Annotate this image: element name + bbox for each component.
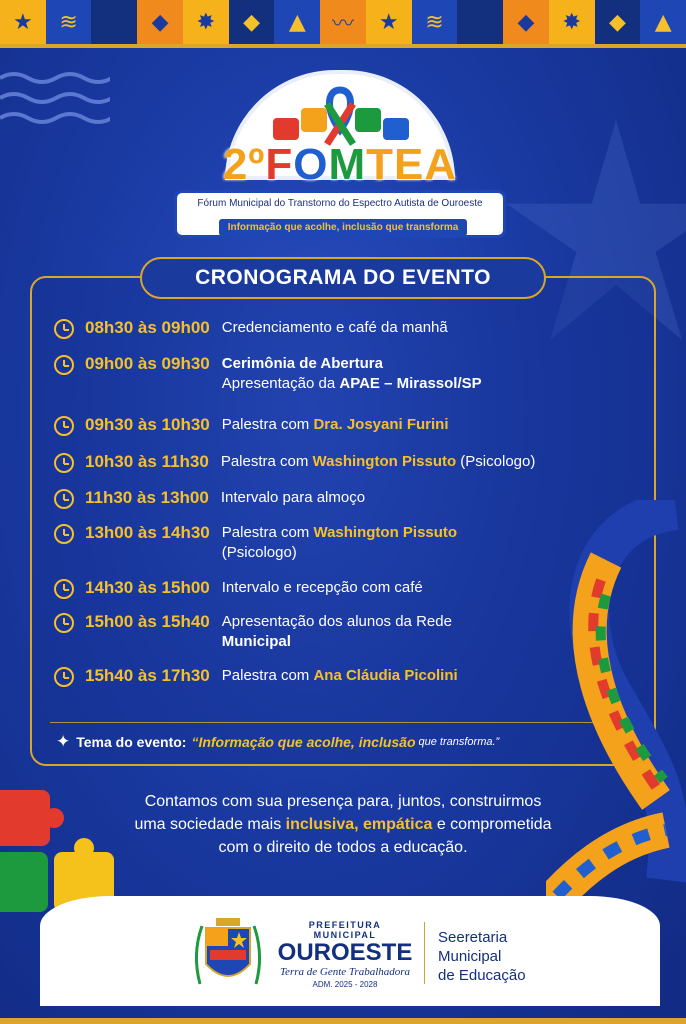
schedule-desc [221, 452, 536, 472]
wave-icon: ≋ [412, 0, 458, 44]
schedule-desc-line2-bold: APAE – Mirassol/SP [339, 375, 482, 392]
theme-quote: “Informação que acolhe, inclusão [191, 734, 416, 750]
schedule-desc-bold: Cerimônia de Abertura [221, 355, 383, 372]
city-crest-icon [190, 914, 266, 992]
schedule-desc: Intervalo e recepção com café [221, 579, 423, 596]
clock-icon [54, 416, 74, 436]
awareness-ribbon-icon [546, 500, 686, 930]
schedule-title-pill [140, 257, 546, 299]
blank-tile [91, 0, 137, 44]
secretaria-block [438, 928, 526, 985]
closing-line: Contamos com sua presença para, juntos, construirmos [144, 793, 542, 810]
clock-icon [54, 319, 74, 339]
schedule-title: CRONOGRAMA DO EVENTO [195, 266, 491, 289]
schedule-time: 09h00 às 09h30 [85, 354, 210, 373]
prefeitura-block [276, 920, 414, 989]
city-tagline: Terra de Gente Trabalhadora [279, 966, 411, 978]
schedule-item [54, 318, 448, 339]
star-icon: ✸ [549, 0, 595, 44]
logo-edition: 2º [222, 140, 266, 189]
schedule-desc-line2: Apresentação da [221, 375, 340, 392]
schedule-time: 08h30 às 09h00 [85, 318, 210, 337]
schedule-time: 13h00 às 14h30 [85, 523, 210, 542]
waves-decoration-icon [0, 70, 110, 130]
wave-icon: ≋ [46, 0, 92, 44]
schedule-item [54, 415, 449, 436]
theme-quote-end: que transforma.” [418, 736, 500, 748]
logo-title [170, 140, 510, 190]
schedule-desc: Credenciamento e café da manhã [221, 319, 448, 336]
speaker-name: Ana Cláudia Picolini [313, 667, 458, 684]
schedule-desc-pre: Palestra com [221, 416, 314, 433]
prefeitura-label: PREFEITURA MUNICIPAL [308, 920, 382, 940]
schedule-desc [222, 612, 452, 652]
closing-line: com o direito de todos a educação. [218, 839, 468, 856]
star-icon: ★ [0, 0, 46, 44]
administration-term: ADM. 2025 - 2028 [312, 980, 378, 989]
secretaria-line: Municipal [438, 948, 502, 965]
schedule-item [54, 354, 482, 394]
event-theme [56, 732, 499, 752]
clock-icon [54, 453, 74, 473]
sparkle-icon: ✦ [56, 732, 71, 751]
schedule-item [54, 666, 458, 687]
speaker-name: Dra. Josyani Furini [313, 416, 449, 433]
city-name: OUROESTE [277, 939, 413, 966]
clock-icon [54, 489, 74, 509]
schedule-item [54, 612, 452, 652]
schedule-desc-line2-bold: Municipal [221, 633, 291, 650]
schedule-desc-pre: Palestra com [221, 524, 314, 541]
star-icon: ★ [366, 0, 412, 44]
clock-icon [54, 579, 74, 599]
fish-icon: ◆ [137, 0, 183, 44]
event-logo [170, 62, 510, 242]
logo-subtitle: Fórum Municipal do Transtorno do Espectro Autista de Ouroeste [197, 198, 483, 209]
fish-icon: ◆ [503, 0, 549, 44]
schedule-item [54, 523, 457, 563]
schedule-time: 09h30 às 10h30 [85, 415, 210, 434]
theme-label: Tema do evento: [76, 734, 187, 750]
logo-banner [174, 190, 506, 238]
secretaria-line: Seeretaria [438, 929, 508, 946]
schedule-desc-pre: Palestra com [220, 453, 313, 470]
schedule-item [54, 452, 535, 473]
schedule-time: 10h30 às 11h30 [85, 452, 209, 471]
secretaria-line: de Educação [438, 967, 526, 984]
gold-divider-line [0, 44, 686, 48]
schedule-desc-line2: (Psicologo) [221, 544, 297, 561]
clock-icon [54, 355, 74, 375]
star-icon: ✸ [183, 0, 229, 44]
house-icon: ▲ [274, 0, 320, 44]
footer-separator [424, 922, 425, 984]
house-icon: ▲ [640, 0, 686, 44]
schedule-desc [222, 666, 458, 686]
logo-letter: F [265, 140, 294, 189]
schedule-time: 11h30 às 13h00 [85, 488, 209, 507]
bottom-gold-line [0, 1018, 686, 1024]
closing-line: e comprometida [432, 816, 552, 833]
speaker-name: Washington Pissuto [313, 524, 458, 541]
schedule-desc: Intervalo para almoço [220, 489, 366, 506]
schedule-item [54, 578, 423, 599]
closing-line: uma sociedade mais [134, 816, 286, 833]
logo-letter: O [293, 140, 329, 189]
schedule-desc [222, 415, 449, 435]
fish-icon: ◆ [229, 0, 275, 44]
clock-icon [54, 667, 74, 687]
schedule-desc [222, 354, 482, 394]
speaker-name: Washington Pissuto [312, 453, 457, 470]
schedule-time: 14h30 às 15h00 [85, 578, 210, 597]
schedule-desc-pre: Palestra com [221, 667, 314, 684]
schedule-time: 15h40 às 17h30 [85, 666, 210, 685]
clock-icon [54, 524, 74, 544]
fish-icon: ◆ [595, 0, 641, 44]
schedule-time: 15h00 às 15h40 [85, 612, 210, 631]
schedule-desc [222, 523, 457, 563]
schedule-item [54, 488, 365, 509]
bird-icon: 〰 [320, 0, 366, 44]
closing-highlight: inclusiva, empática [285, 816, 433, 833]
logo-letters: TEA [366, 140, 458, 189]
top-decorative-strip [0, 0, 686, 44]
logo-slogan: Informação que acolhe, inclusão que transforma [219, 219, 467, 236]
closing-message [100, 790, 586, 859]
clock-icon [54, 613, 74, 633]
schedule-desc-post: (Psicologo) [456, 453, 536, 470]
logo-letter: M [328, 140, 367, 189]
schedule-desc-pre: Apresentação dos alunos da Rede [221, 613, 452, 630]
blank-tile [457, 0, 503, 44]
